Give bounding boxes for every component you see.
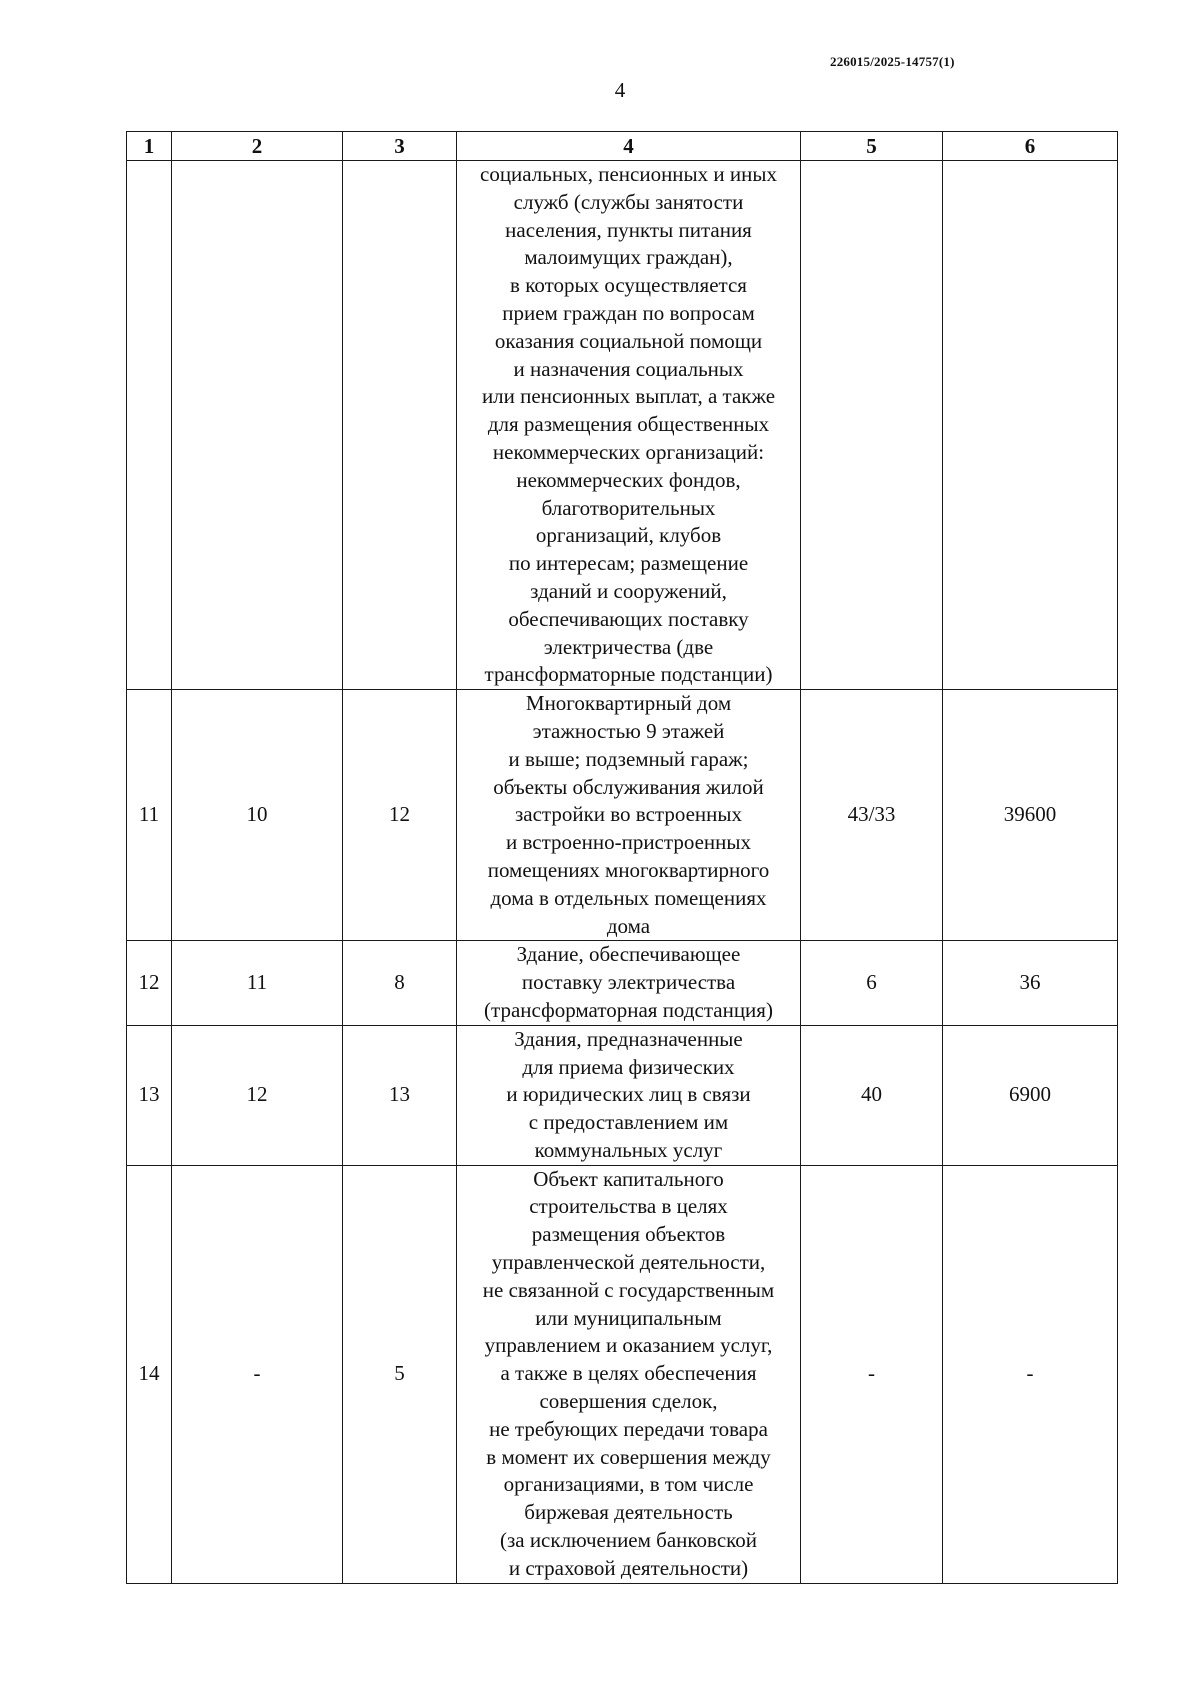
zone-id-cell: 12 [343, 690, 457, 941]
data-table [126, 131, 1118, 1584]
floors-cell: 43/33 [801, 690, 943, 941]
table-row [127, 941, 1118, 1025]
area-cell: 6900 [943, 1025, 1118, 1165]
zone-id-cell [343, 161, 457, 690]
zone-id-cell: 13 [343, 1025, 457, 1165]
zone-number-cell [172, 161, 343, 690]
description-cell: Здания, предназначенные для приема физических и юридических лиц в связи с предоставлением им коммунальных услуг [457, 1025, 801, 1165]
floors-cell: - [801, 1165, 943, 1583]
description-cell: социальных, пенсионных и иных служб (службы занятости населения, пункты питания малоимущих граждан), в которых осуществляется прием граждан по вопросам оказания социальной помощи и назначения социальных или пенсионных выплат, а также для размещения общественных некоммерческих организаций: некоммерческих фондов, благотворительных организаций, клубов по интересам; размещение зданий и сооружений, обеспечивающих поставку электричества (две трансформаторные подстанции) [457, 161, 801, 690]
area-cell: 36 [943, 941, 1118, 1025]
floors-cell: 40 [801, 1025, 943, 1165]
row-number-cell [127, 161, 172, 690]
floors-cell [801, 161, 943, 690]
zone-number-cell: 10 [172, 690, 343, 941]
table-row [127, 690, 1118, 941]
area-cell [943, 161, 1118, 690]
column-header-3: 3 [343, 132, 457, 161]
column-header-5: 5 [801, 132, 943, 161]
row-number-cell: 11 [127, 690, 172, 941]
table-row [127, 1025, 1118, 1165]
table-row [127, 1165, 1118, 1583]
row-number-cell: 13 [127, 1025, 172, 1165]
table-header-row [127, 132, 1118, 161]
zone-id-cell: 8 [343, 941, 457, 1025]
document-registration-number: 226015/2025-14757(1) [830, 54, 955, 69]
zone-number-cell: - [172, 1165, 343, 1583]
table-row [127, 161, 1118, 690]
column-header-1: 1 [127, 132, 172, 161]
page-number: 4 [614, 78, 626, 102]
area-cell: 39600 [943, 690, 1118, 941]
description-cell: Здание, обеспечивающее поставку электричества (трансформаторная подстанция) [457, 941, 801, 1025]
floors-cell: 6 [801, 941, 943, 1025]
row-number-cell: 14 [127, 1165, 172, 1583]
description-cell: Объект капитального строительства в целях размещения объектов управленческой деятельности, не связанной с государственным или муниципальным управлением и оказанием услуг, а также в целях обеспечения совершения сделок, не требующих передачи товара в момент их совершения между организациями, в том числе биржевая деятельность (за исключением банковской и страховой деятельности) [457, 1165, 801, 1583]
description-cell: Многоквартирный дом этажностью 9 этажей и выше; подземный гараж; объекты обслуживания жилой застройки во встроенных и встроенно-пристроенных помещениях многоквартирного дома в отдельных помещениях дома [457, 690, 801, 941]
area-cell: - [943, 1165, 1118, 1583]
column-header-4: 4 [457, 132, 801, 161]
row-number-cell: 12 [127, 941, 172, 1025]
zone-id-cell: 5 [343, 1165, 457, 1583]
zone-number-cell: 11 [172, 941, 343, 1025]
zone-number-cell: 12 [172, 1025, 343, 1165]
column-header-2: 2 [172, 132, 343, 161]
column-header-6: 6 [943, 132, 1118, 161]
